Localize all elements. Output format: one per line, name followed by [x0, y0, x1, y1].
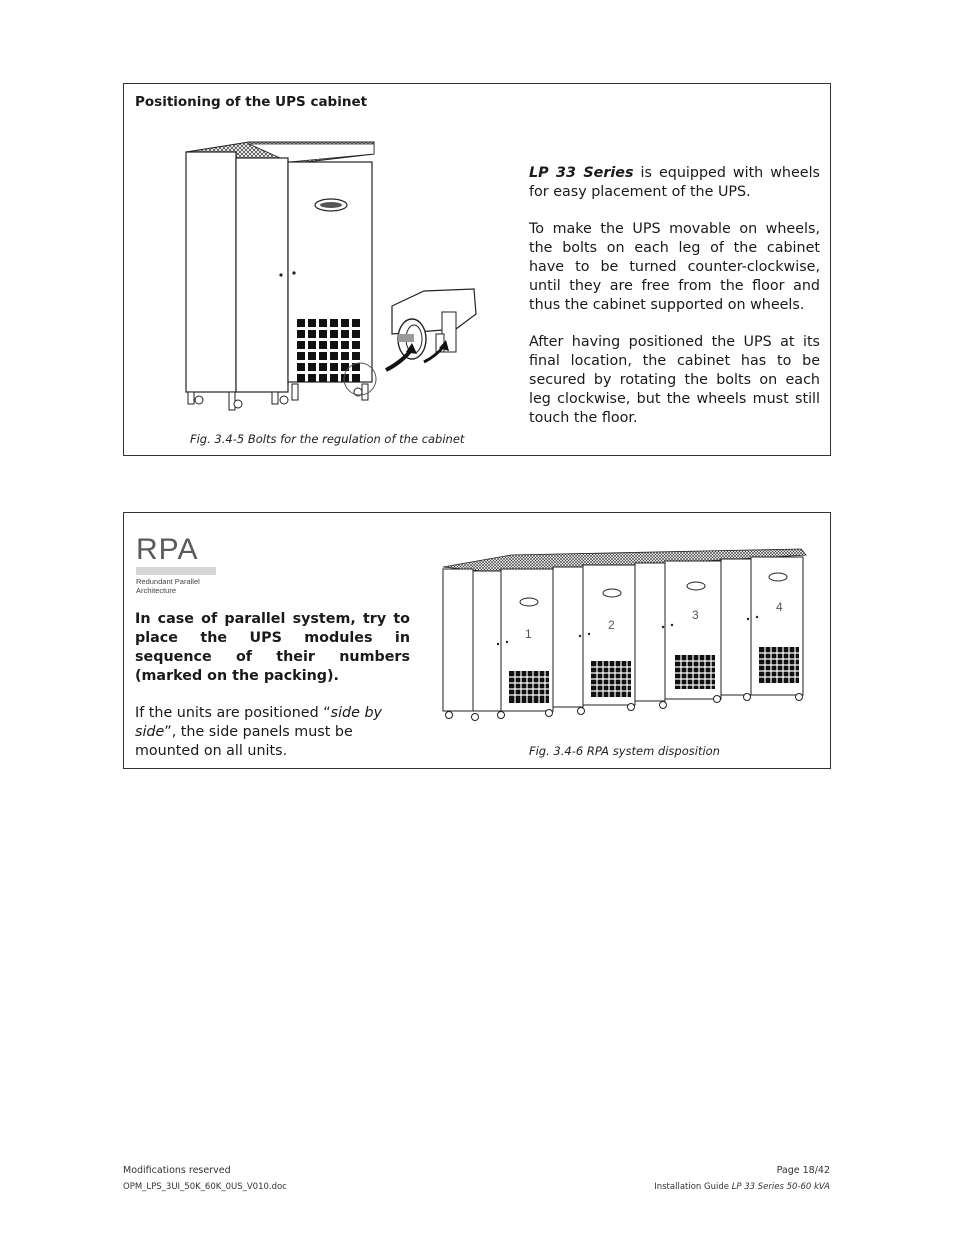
paragraph-movable: To make the UPS movable on wheels, the bolts on each leg of the cabinet have to be turned counter-clockwise, until they are free from the floor and thus the cabinet supported on wheels. [529, 221, 820, 313]
section-heading: Positioning of the UPS cabinet [135, 94, 368, 110]
positioning-description [529, 164, 820, 446]
unit-number-3: 3 [692, 608, 699, 622]
footer-filename: OPM_LPS_3UI_50K_60K_0US_V010.doc [123, 1182, 287, 1192]
unit-number-2: 2 [608, 618, 615, 632]
series-name: LP 33 Series [529, 165, 634, 181]
paragraph-secure: After having positioned the UPS at its final location, the cabinet has to be secured by rotating the bolts on each leg clockwise, but the wheels must still touch the floor. [529, 334, 820, 426]
logo-bar [136, 567, 216, 575]
rpa-system-illustration [441, 547, 811, 723]
figure-caption: Fig. 3.4-5 Bolts for the regulation of the cabinet [190, 432, 465, 446]
figure-caption: Fig. 3.4-6 RPA system disposition [529, 744, 720, 758]
unit-number-1: 1 [525, 627, 532, 641]
ups-positioning-panel [123, 83, 831, 456]
logo-subtitle: Redundant Parallel Architecture [136, 577, 200, 595]
rpa-logo [136, 535, 216, 595]
side-panels-note: If the units are positioned “side by side”, the side panels must be mounted on all units. [135, 705, 382, 759]
unit-number-4: 4 [776, 600, 783, 614]
footer-doc-title: Installation Guide LP 33 Series 50-60 kVA [654, 1182, 830, 1192]
footer-series: LP 33 Series 50-60 kVA [731, 1182, 830, 1192]
paragraph-wheels: LP 33 Series is equipped with wheels for easy placement of the UPS. [529, 165, 821, 200]
ups-cabinet-illustration [174, 134, 504, 414]
logo-title: RPA [136, 533, 199, 566]
rpa-panel [123, 512, 831, 769]
footer-modifications: Modifications reserved [123, 1165, 231, 1176]
footer-page-number: Page 18/42 [776, 1165, 830, 1176]
side-by-side-term: side by side [135, 705, 382, 740]
parallel-instruction: In case of parallel system, try to place the UPS modules in sequence of their numbers (marked on the packing). [135, 611, 410, 684]
